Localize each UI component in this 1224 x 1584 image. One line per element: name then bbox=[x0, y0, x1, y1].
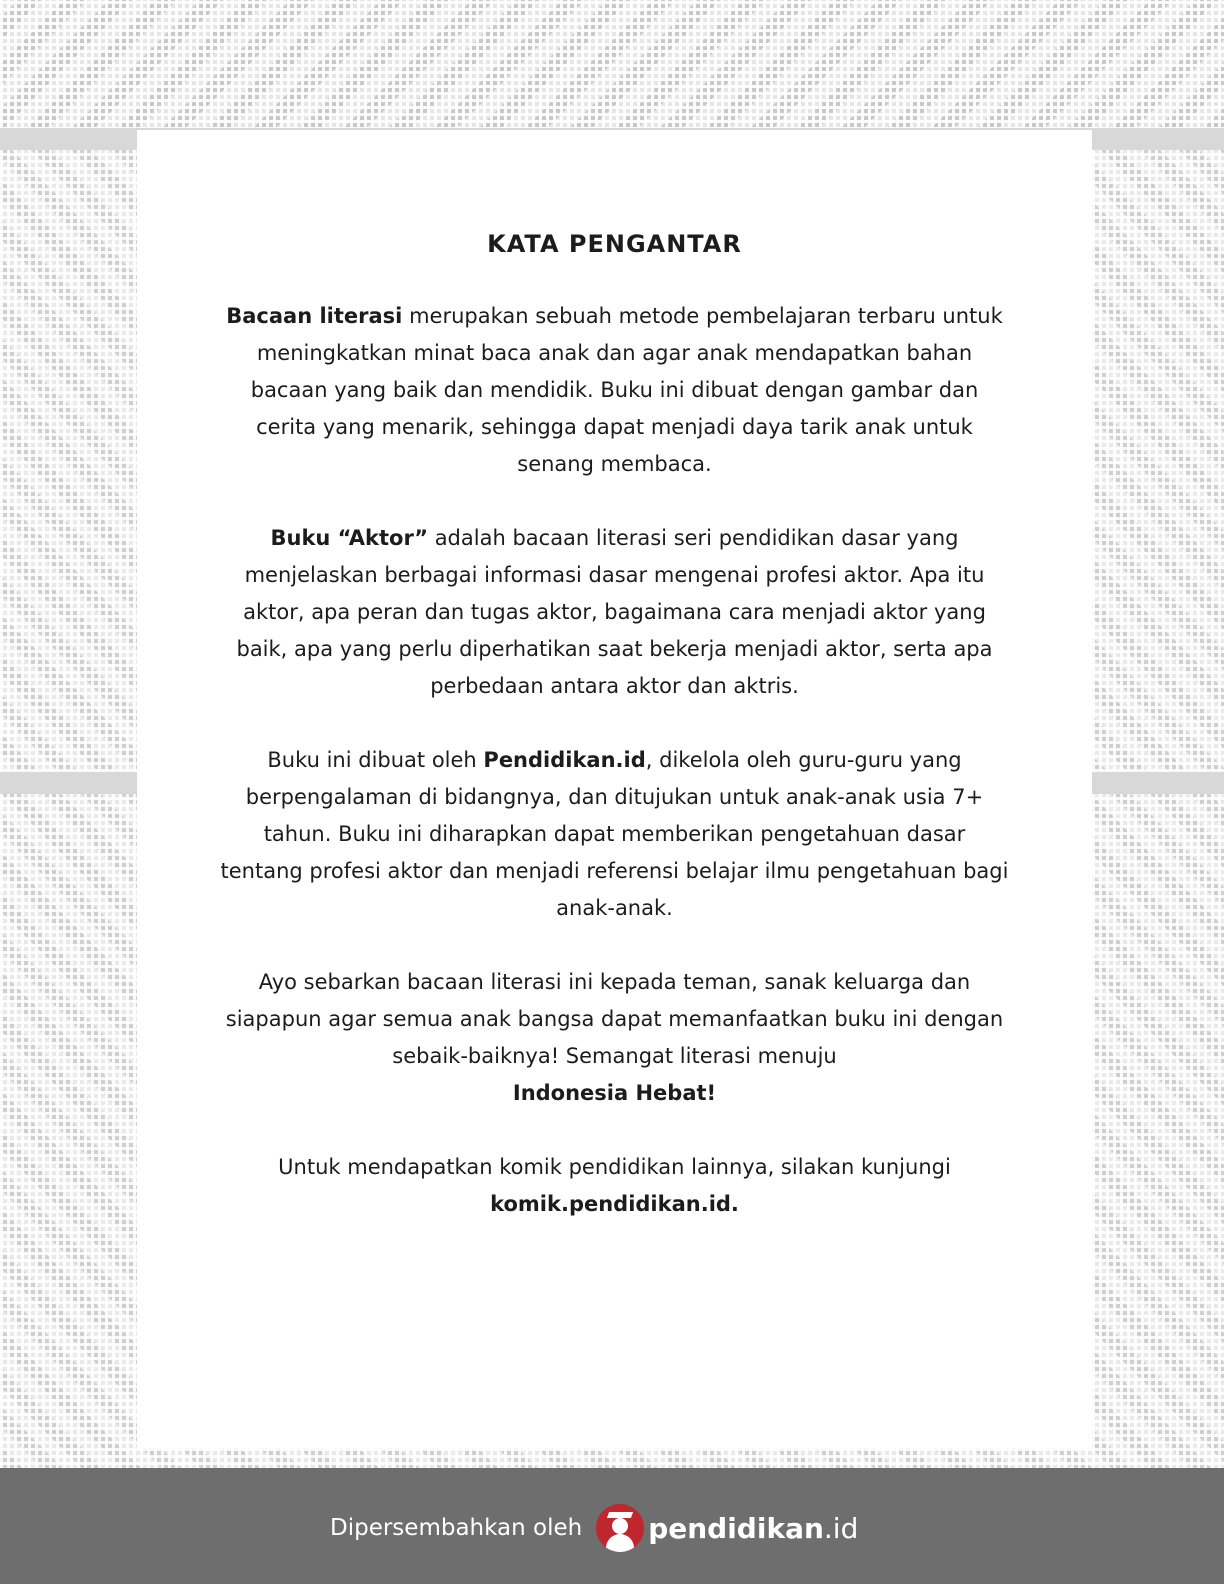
paragraph-text: adalah bacaan literasi seri pendidikan dasar yang menjelaskan berbagai informasi dasar mengenai profesi aktor. Apa itu aktor, apa peran dan tugas aktor, bagaimana cara menjadi aktor yang baik, apa yang perlu diperhatikan saat bekerja menjadi aktor, serta apa perbedaan antara aktor dan aktris. bbox=[236, 526, 993, 698]
presented-by-label: Dipersembahkan oleh bbox=[330, 1515, 583, 1541]
bold-term: Bacaan literasi bbox=[226, 304, 403, 328]
paragraph-text: merupakan sebuah metode pembelajaran terbaru untuk meningkatkan minat baca anak dan agar anak mendapatkan bahan bacaan yang baik dan mendidik. Buku ini dibuat dengan gambar dan cerita yang menarik, sehingga dapat menjadi daya tarik anak untuk senang membaca. bbox=[250, 304, 1003, 476]
brand-name: pendidikan bbox=[648, 1511, 824, 1545]
paragraph-text: , dikelola oleh guru-guru yang berpengalaman di bidangnya, dan ditujukan untuk anak-anak usia 7+ tahun. Buku ini diharapkan dapat memberikan pengetahuan dasar tentang profesi aktor dan menjadi referensi belajar ilmu pengetahuan bagi anak-anak. bbox=[220, 748, 1009, 920]
website-link[interactable]: komik.pendidikan.id. bbox=[490, 1192, 739, 1216]
page-title: KATA PENGANTAR bbox=[487, 230, 742, 258]
paragraph-visit bbox=[220, 1149, 1010, 1223]
footer-bar bbox=[0, 1468, 1224, 1584]
bold-term: Buku “Aktor” bbox=[270, 526, 429, 550]
bold-slogan: Indonesia Hebat! bbox=[512, 1081, 717, 1105]
preface-content bbox=[137, 230, 1092, 1260]
paragraph-text: Buku ini dibuat oleh bbox=[267, 748, 484, 772]
batik-pattern-top bbox=[0, 0, 1224, 130]
paragraph-invitation bbox=[220, 964, 1010, 1112]
footer-credit bbox=[330, 1504, 858, 1552]
brand-logo bbox=[648, 1512, 858, 1545]
paragraph-text: Ayo sebarkan bacaan literasi ini kepada teman, sanak keluarga dan siapapun agar semua anak bangsa dapat memanfaatkan buku ini dengan sebaik-baiknya! Semangat literasi menuju bbox=[225, 970, 1004, 1068]
paragraph-text: Untuk mendapatkan komik pendidikan lainnya, silakan kunjungi bbox=[278, 1155, 951, 1179]
paragraph-intro bbox=[220, 298, 1010, 483]
brand-suffix: .id bbox=[823, 1511, 859, 1545]
bold-term: Pendidikan.id bbox=[483, 748, 646, 772]
document-page bbox=[137, 130, 1092, 1448]
paragraph-publisher bbox=[220, 742, 1010, 927]
paragraph-book bbox=[220, 520, 1010, 705]
graduate-person-icon bbox=[596, 1504, 644, 1552]
